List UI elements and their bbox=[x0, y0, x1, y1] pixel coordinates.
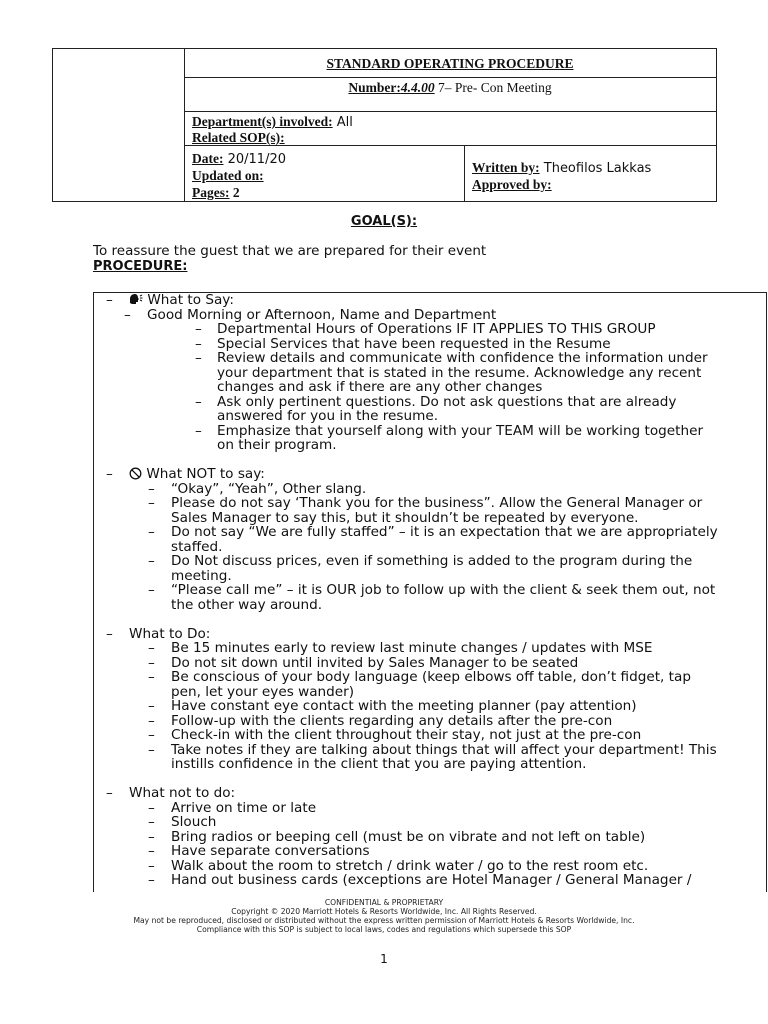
goal-text: To reassure the guest that we are prepared for their event bbox=[93, 243, 487, 259]
number-suffix: 7– Pre- Con Meeting bbox=[434, 80, 552, 95]
written-by-label: Written by: bbox=[472, 160, 540, 175]
list-item-line: Do not sit down until invited by Sales Manager to be seated bbox=[171, 654, 579, 671]
list-item-line: Please do not say ‘Thank you for the business”. Allow the General Manager or bbox=[171, 495, 703, 511]
bullet-dash: – bbox=[148, 857, 155, 874]
bullet-dash: – bbox=[148, 814, 155, 830]
prohibited-icon bbox=[129, 467, 142, 480]
number-label: Number: bbox=[348, 80, 401, 95]
list-item-line: meeting. bbox=[171, 567, 232, 584]
section-heading-text: What NOT to say: bbox=[142, 466, 265, 482]
list-item-line: Be conscious of your body language (keep elbows off table, don’t fidget, tap bbox=[171, 669, 691, 685]
written-by-row bbox=[472, 159, 651, 177]
bullet-dash: – bbox=[148, 669, 155, 685]
departments-label: Department(s) involved: bbox=[192, 114, 333, 129]
list-item-line: Departmental Hours of Operations IF IT APPLIES TO THIS GROUP bbox=[217, 321, 656, 337]
bullet-dash: – bbox=[195, 422, 202, 439]
list-item-line: Check-in with the client throughout their stay, not just at the pre-con bbox=[171, 727, 642, 743]
pages-value: 2 bbox=[229, 185, 240, 200]
bullet-dash: – bbox=[195, 393, 202, 410]
section-heading bbox=[129, 293, 234, 308]
bullet-dash: – bbox=[124, 306, 131, 323]
pages-row bbox=[192, 184, 240, 201]
list-item-line: Follow-up with the clients regarding any details after the pre-con bbox=[171, 712, 613, 729]
section-heading bbox=[129, 467, 265, 482]
list-item-line: Arrive on time or late bbox=[171, 799, 317, 816]
pages-label: Pages: bbox=[192, 185, 230, 200]
section-heading-text: What to Do: bbox=[129, 625, 211, 642]
footer-reproduction-notice: May not be reproduced, disclosed or distributed without the express written permission of Marriott Hotels & Resorts Worldwide, Inc. bbox=[133, 916, 635, 925]
list-item-line: Walk about the room to stretch / drink water / go to the rest room etc. bbox=[171, 857, 649, 874]
bullet-dash: – bbox=[195, 321, 202, 337]
bullet-dash: – bbox=[148, 698, 155, 714]
page-number: 1 bbox=[380, 952, 388, 966]
bullet-dash: – bbox=[148, 553, 155, 569]
list-item-line: instills confidence in the client that you are paying attention. bbox=[171, 756, 587, 772]
date-label: Date: bbox=[192, 151, 224, 166]
list-item-line: Bring radios or beeping cell (must be on vibrate and not left on table) bbox=[171, 828, 646, 845]
bullet-dash: – bbox=[148, 712, 155, 729]
list-item-line: Have separate conversations bbox=[171, 843, 370, 859]
list-item-line: the other way around. bbox=[171, 596, 323, 613]
bullet-dash: – bbox=[195, 335, 202, 352]
bullet-dash: – bbox=[148, 843, 155, 859]
section-heading-text: What to Say: bbox=[143, 292, 234, 308]
section-heading bbox=[129, 786, 235, 801]
sop-header-table bbox=[52, 48, 717, 202]
bullet-dash: – bbox=[148, 872, 155, 888]
bullet-dash: – bbox=[148, 495, 155, 511]
list-item-line: Be 15 minutes early to review last minute changes / updates with MSE bbox=[171, 640, 653, 656]
list-item-line: Slouch bbox=[171, 814, 217, 830]
sop-number bbox=[184, 79, 716, 96]
related-sop-label: Related SOP(s): bbox=[192, 130, 285, 145]
list-item-line: Do Not discuss prices, even if something is added to the program during the bbox=[171, 553, 693, 569]
list-item-line: Special Services that have been requested in the Resume bbox=[217, 335, 611, 352]
list-item-line: Hand out business cards (exceptions are Hotel Manager / General Manager / bbox=[171, 872, 692, 888]
list-item-line: Take notes if they are talking about things that will affect your department! This bbox=[171, 741, 717, 758]
sop-title: STANDARD OPERATING PROCEDURE bbox=[326, 56, 574, 71]
bullet-dash: – bbox=[195, 350, 202, 366]
footer-confidential: CONFIDENTIAL & PROPRIETARY bbox=[324, 898, 444, 907]
section-heading bbox=[129, 627, 210, 642]
list-item-line: “Okay”, “Yeah”, Other slang. bbox=[171, 480, 367, 497]
bullet-dash: – bbox=[148, 480, 155, 497]
table-divider bbox=[464, 145, 465, 201]
bullet-dash: – bbox=[106, 292, 113, 308]
list-item-line: Emphasize that yourself along with your TEAM will be working together bbox=[217, 422, 704, 439]
approved-by-label: Approved by: bbox=[472, 177, 552, 192]
bullet-dash: – bbox=[148, 524, 155, 540]
speaking-head-icon bbox=[129, 293, 143, 305]
date-value: 20/11/20 bbox=[223, 152, 287, 167]
goal-heading: GOAL(S): bbox=[350, 214, 418, 229]
footer bbox=[0, 898, 768, 934]
list-item-line: changes and ask if there are any other changes bbox=[217, 379, 543, 395]
list-item-line: your department that is stated in the resume. Acknowledge any recent bbox=[217, 364, 702, 381]
number-value: 4.4.00 bbox=[400, 80, 435, 95]
list-item-line: on their program. bbox=[217, 437, 337, 453]
table-divider bbox=[184, 111, 716, 112]
list-item-line: Good Morning or Afternoon, Name and Department bbox=[147, 306, 497, 323]
bullet-dash: – bbox=[148, 727, 155, 743]
list-item-line: Ask only pertinent questions. Do not ask questions that are already bbox=[217, 393, 677, 410]
bullet-dash: – bbox=[148, 640, 155, 656]
list-item-line: staffed. bbox=[171, 538, 223, 555]
list-item-line: “Please call me” – it is OUR job to follow up with the client & seek them out, not bbox=[171, 582, 716, 598]
bullet-dash: – bbox=[106, 466, 113, 482]
list-item-line: Do not say “We are fully staffed” – it is an expectation that we are appropriately bbox=[171, 524, 718, 540]
footer-copyright: Copyright © 2020 Marriott Hotels & Resorts Worldwide, Inc. All Rights Reserved. bbox=[231, 907, 537, 916]
list-item-line: Review details and communicate with confidence the information under bbox=[217, 350, 708, 366]
written-by-value: Theofilos Lakkas bbox=[539, 161, 652, 176]
list-item-line: pen, let your eyes wander) bbox=[171, 683, 355, 700]
procedure-box bbox=[93, 292, 767, 892]
list-item-line: answered for you in the resume. bbox=[217, 408, 439, 424]
section-heading-text: What not to do: bbox=[129, 785, 236, 801]
date-row bbox=[192, 150, 286, 168]
procedure-heading: PROCEDURE: bbox=[93, 259, 188, 274]
bullet-dash: – bbox=[106, 625, 113, 642]
departments-value: All bbox=[332, 115, 353, 130]
table-divider bbox=[184, 77, 716, 78]
bullet-dash: – bbox=[148, 799, 155, 816]
footer-compliance-notice: Compliance with this SOP is subject to local laws, codes and regulations which supersede this SOP bbox=[196, 925, 572, 934]
bullet-dash: – bbox=[148, 654, 155, 671]
bullet-dash: – bbox=[148, 828, 155, 845]
updated-on-label: Updated on: bbox=[192, 168, 264, 183]
list-item-line: Have constant eye contact with the meeting planner (pay attention) bbox=[171, 698, 637, 714]
bullet-dash: – bbox=[106, 785, 113, 801]
list-item-line: Sales Manager to say this, but it shouldn’t be repeated by everyone. bbox=[171, 509, 639, 526]
bullet-dash: – bbox=[148, 741, 155, 758]
bullet-dash: – bbox=[148, 582, 155, 598]
